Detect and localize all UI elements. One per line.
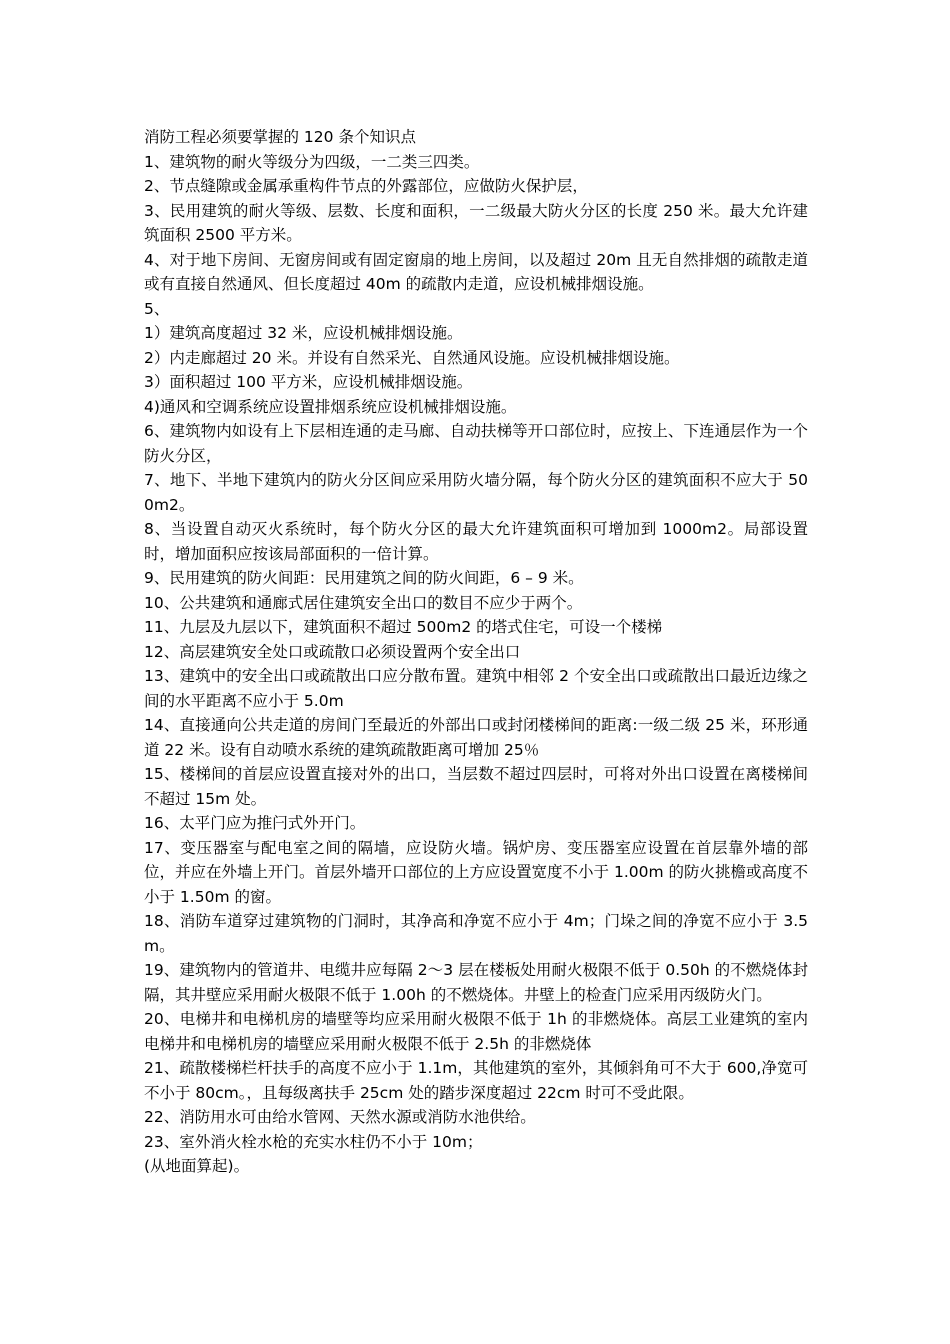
paragraph: 17、变压器室与配电室之间的隔墙，应设防火墙。锅炉房、变压器室应设置在首层靠外墙的部位，并应在外墙上开门。首层外墙开口部位的上方应设置宽度不小于 1.00m 的防火挑檐或高度不小于 1.50m 的窗。 [144, 838, 808, 906]
paragraph: 3、民用建筑的耐火等级、层数、长度和面积，一二级最大防火分区的长度 250 米。最大允许建筑面积 2500 平方米。 [144, 201, 808, 244]
paragraph: 5、 [144, 299, 170, 318]
paragraph: 12、高层建筑安全处口或疏散口必须设置两个安全出口 [144, 642, 521, 661]
paragraph: (从地面算起)。 [144, 1157, 250, 1175]
paragraph: 19、建筑物内的管道井、电缆井应每隔 2～3 层在楼板处用耐火极限不低于 0.50h 的不燃烧体封隔，其井壁应采用耐火极限不低于 1.00h 的不燃烧体。井壁上的检查门应采用丙级防火门。 [144, 961, 808, 1004]
paragraph: 3）面积超过 100 平方米，应设机械排烟设施。 [144, 373, 473, 391]
document-body [144, 125, 808, 1179]
paragraph: 8、当设置自动灭火系统时，每个防火分区的最大允许建筑面积可增加到 1000m2。局部设置时，增加面积应按该局部面积的一倍计算。 [144, 520, 808, 563]
paragraph: 4)通风和空调系统应设置排烟系统应设机械排烟设施。 [144, 397, 517, 416]
paragraph: 23、室外消火栓水枪的充实水柱仍不小于 10m； [144, 1132, 483, 1151]
paragraph: 4、对于地下房间、无窗房间或有固定窗扇的地上房间，以及超过 20m 且无自然排烟的疏散走道或有直接自然通风、但长度超过 40m 的疏散内走道，应设机械排烟设施。 [144, 250, 808, 293]
paragraph: 10、公共建筑和通廊式居住建筑安全出口的数目不应少于两个。 [144, 593, 583, 612]
paragraph: 9、民用建筑的防火间距：民用建筑之间的防火间距，6 – 9 米。 [144, 569, 584, 587]
paragraph: 11、九层及九层以下，建筑面积不超过 500m2 的塔式住宅，可设一个楼梯 [144, 618, 663, 636]
paragraph: 16、太平门应为推闩式外开门。 [144, 814, 366, 832]
paragraph: 13、建筑中的安全出口或疏散出口应分散布置。建筑中相邻 2 个安全出口或疏散出口最近边缘之间的水平距离不应小于 5.0m [144, 667, 808, 710]
paragraph: 18、消防车道穿过建筑物的门洞时，其净高和净宽不应小于 4m；门垛之间的净宽不应小于 3.5m。 [144, 912, 808, 955]
paragraph: 15、楼梯间的首层应设置直接对外的出口，当层数不超过四层时，可将对外出口设置在离楼梯间不超过 15m 处。 [144, 765, 808, 808]
paragraph: 22、消防用水可由给水管网、天然水源或消防水池供给。 [144, 1108, 536, 1126]
paragraph: 1、建筑物的耐火等级分为四级，一二类三四类。 [144, 152, 480, 171]
document-title: 消防工程必须要掌握的 120 条个知识点 [144, 128, 416, 146]
paragraph: 1）建筑高度超过 32 米，应设机械排烟设施。 [144, 324, 463, 342]
paragraph: 2）内走廊超过 20 米。并设有自然采光、自然通风设施。应设机械排烟设施。 [144, 348, 680, 367]
paragraph: 7、地下、半地下建筑内的防火分区间应采用防火墙分隔，每个防火分区的建筑面积不应大于 500m2。 [144, 471, 808, 514]
paragraph: 20、电梯井和电梯机房的墙壁等均应采用耐火极限不低于 1h 的非燃烧体。高层工业建筑的室内电梯井和电梯机房的墙壁应采用耐火极限不低于 2.5h 的非燃烧体 [144, 1010, 808, 1053]
paragraph: 6、建筑物内如设有上下层相连通的走马廊、自动扶梯等开口部位时，应按上、下连通层作为一个防火分区， [144, 422, 808, 465]
paragraph: 14、直接通向公共走道的房间门至最近的外部出口或封闭楼梯间的距离:一级二级 25 米，环形通道 22 米。设有自动喷水系统的建筑疏散距离可增加 25％ [144, 716, 808, 759]
paragraph: 2、节点缝隙或金属承重构件节点的外露部位，应做防火保护层， [144, 177, 588, 195]
paragraph: 21、疏散楼梯栏杆扶手的高度不应小于 1.1m，其他建筑的室外，其倾斜角可不大于 600,净宽可不小于 80cm。，且每级离扶手 25cm 处的踏步深度超过 22cm 时可不受此限。 [144, 1059, 808, 1102]
